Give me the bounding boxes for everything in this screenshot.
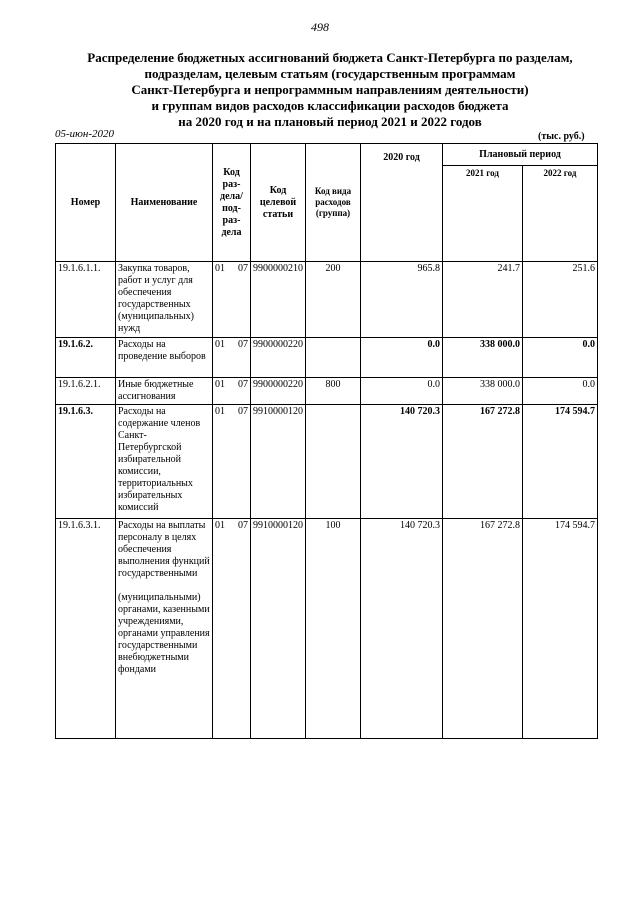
row-2021: 241.7 <box>443 262 523 338</box>
row-target-code: 9910000120 <box>251 519 306 739</box>
header-2022: 2022 год <box>523 166 598 262</box>
row-number: 19.1.6.2.1. <box>56 378 116 405</box>
row-section-code <box>213 378 251 405</box>
row-section-code <box>213 262 251 338</box>
section-code: 01 <box>215 379 225 390</box>
row-2020: 0.0 <box>361 338 443 378</box>
row-2022: 174 594.7 <box>523 405 598 519</box>
row-2021: 167 272.8 <box>443 405 523 519</box>
document-date: 05-июн-2020 <box>55 128 115 140</box>
units-label: (тыс. руб.) <box>538 131 585 142</box>
row-2020: 140 720.3 <box>361 405 443 519</box>
row-number: 19.1.6.3.1. <box>56 519 116 739</box>
row-number: 19.1.6.2. <box>56 338 116 378</box>
table-row <box>56 262 598 338</box>
row-name: Расходы на проведение выборов <box>116 338 213 378</box>
row-section-code <box>213 519 251 739</box>
row-target-code: 9900000220 <box>251 378 306 405</box>
row-name: Расходы на содержание членов Санкт-Петербургской избирательной комиссии, территориальных избирательных комиссий <box>116 405 213 519</box>
row-target-code: 9910000120 <box>251 405 306 519</box>
row-2021: 338 000.0 <box>443 378 523 405</box>
title-line: Распределение бюджетных ассигнований бюджета Санкт-Петербурга по разделам, <box>87 50 573 65</box>
header-2021: 2021 год <box>443 166 523 262</box>
header-expense-code: Код вида расходов (группа) <box>306 144 361 262</box>
header-2020: 2020 год <box>361 144 443 262</box>
row-expense-code <box>306 405 361 519</box>
row-2022: 174 594.7 <box>523 519 598 739</box>
subsection-code: 07 <box>238 339 248 350</box>
row-2020: 140 720.3 <box>361 519 443 739</box>
row-expense-code: 800 <box>306 378 361 405</box>
row-2022: 251.6 <box>523 262 598 338</box>
table-row <box>56 338 598 378</box>
row-2022: 0.0 <box>523 378 598 405</box>
subsection-code: 07 <box>238 379 248 390</box>
table-row <box>56 405 598 519</box>
budget-table <box>55 143 598 739</box>
row-2021: 167 272.8 <box>443 519 523 739</box>
title-line: Санкт-Петербурга и непрограммным направлениям деятельности) <box>131 82 529 97</box>
row-expense-code: 100 <box>306 519 361 739</box>
row-name <box>116 519 213 739</box>
row-name: Закупка товаров, работ и услуг для обеспечения государственных (муниципальных) нужд <box>116 262 213 338</box>
section-code: 01 <box>215 263 225 274</box>
subsection-code: 07 <box>238 263 248 274</box>
table-row <box>56 378 598 405</box>
row-name-gap <box>118 580 210 592</box>
subsection-code: 07 <box>238 406 248 417</box>
row-name: Иные бюджетные ассигнования <box>116 378 213 405</box>
row-target-code: 9900000220 <box>251 338 306 378</box>
row-expense-code <box>306 338 361 378</box>
title-line: подразделам, целевым статьям (государственным программам <box>144 66 516 81</box>
section-code: 01 <box>215 339 225 350</box>
row-2020: 0.0 <box>361 378 443 405</box>
page-number: 498 <box>311 20 329 34</box>
row-section-code <box>213 405 251 519</box>
row-number: 19.1.6.1.1. <box>56 262 116 338</box>
table-row <box>56 519 598 739</box>
header-planned-period: Плановый период <box>443 144 598 166</box>
section-code: 01 <box>215 406 225 417</box>
row-section-code <box>213 338 251 378</box>
row-2021: 338 000.0 <box>443 338 523 378</box>
row-expense-code: 200 <box>306 262 361 338</box>
row-target-code: 9900000210 <box>251 262 306 338</box>
row-name-part: Расходы на выплаты персоналу в целях обеспечения выполнения функций государственными <box>118 520 210 579</box>
document-title <box>60 50 600 130</box>
header-section-code: Код раз- дела/ под- раз- дела <box>213 144 251 262</box>
subsection-code: 07 <box>238 520 248 531</box>
header-number: Номер <box>56 144 116 262</box>
section-code: 01 <box>215 520 225 531</box>
row-2022: 0.0 <box>523 338 598 378</box>
row-2020: 965.8 <box>361 262 443 338</box>
title-line: и группам видов расходов классификации расходов бюджета <box>151 98 509 113</box>
row-name-part: (муниципальными) органами, казенными учреждениями, органами управления государственными внебюджетными фондами <box>118 592 210 675</box>
row-number: 19.1.6.3. <box>56 405 116 519</box>
header-target-code: Код целевой статьи <box>251 144 306 262</box>
title-line: на 2020 год и на плановый период 2021 и 2022 годов <box>178 114 482 129</box>
header-name: Наименование <box>116 144 213 262</box>
